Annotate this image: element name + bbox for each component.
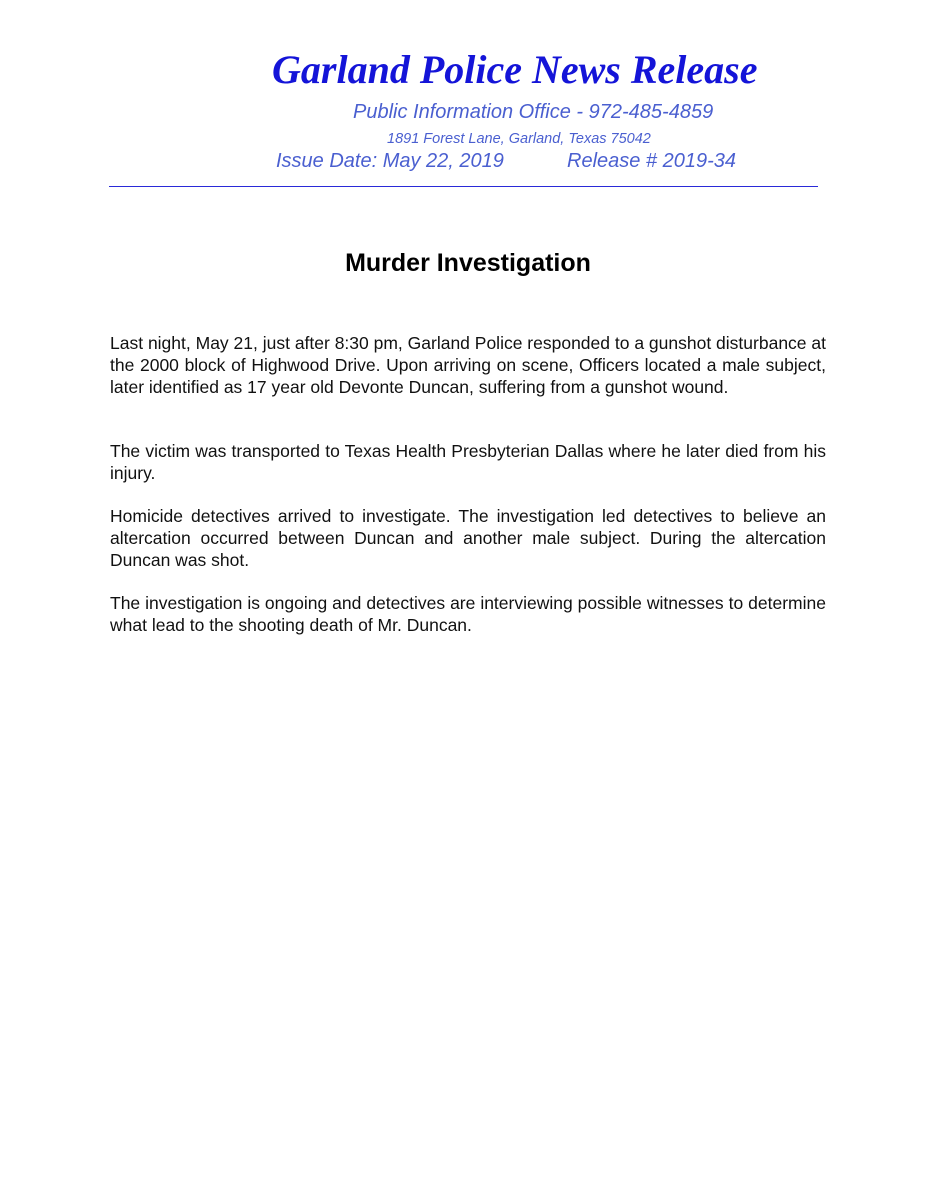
article-paragraph: The victim was transported to Texas Health Presbyterian Dallas where he later died from his injury. [110, 441, 826, 483]
masthead-address: 1891 Forest Lane, Garland, Texas 75042 [387, 131, 651, 147]
masthead-release-number: Release # 2019-34 [567, 150, 737, 172]
article-paragraph: Last night, May 21, just after 8:30 pm, Garland Police responded to a gunshot disturbance at the 2000 block of Highwood Drive. Upon arriving on scene, Officers located a male subject, later identified as 17 year old Devonte Duncan, suffering from a gunshot wound. [110, 333, 826, 397]
masthead-divider [109, 186, 818, 187]
masthead-office-contact: Public Information Office - 972-485-4859 [353, 101, 714, 123]
article-paragraph: Homicide detectives arrived to investigate. The investigation led detectives to believe an altercation occurred between Duncan and another male subject. During the altercation Duncan was shot. [110, 506, 826, 570]
masthead-issue-date: Issue Date: May 22, 2019 [276, 150, 504, 172]
article-paragraph: The investigation is ongoing and detectives are interviewing possible witnesses to determine what lead to the shooting death of Mr. Duncan. [110, 593, 826, 635]
masthead-title: Garland Police News Release [272, 47, 758, 92]
article-headline: Murder Investigation [345, 249, 591, 277]
